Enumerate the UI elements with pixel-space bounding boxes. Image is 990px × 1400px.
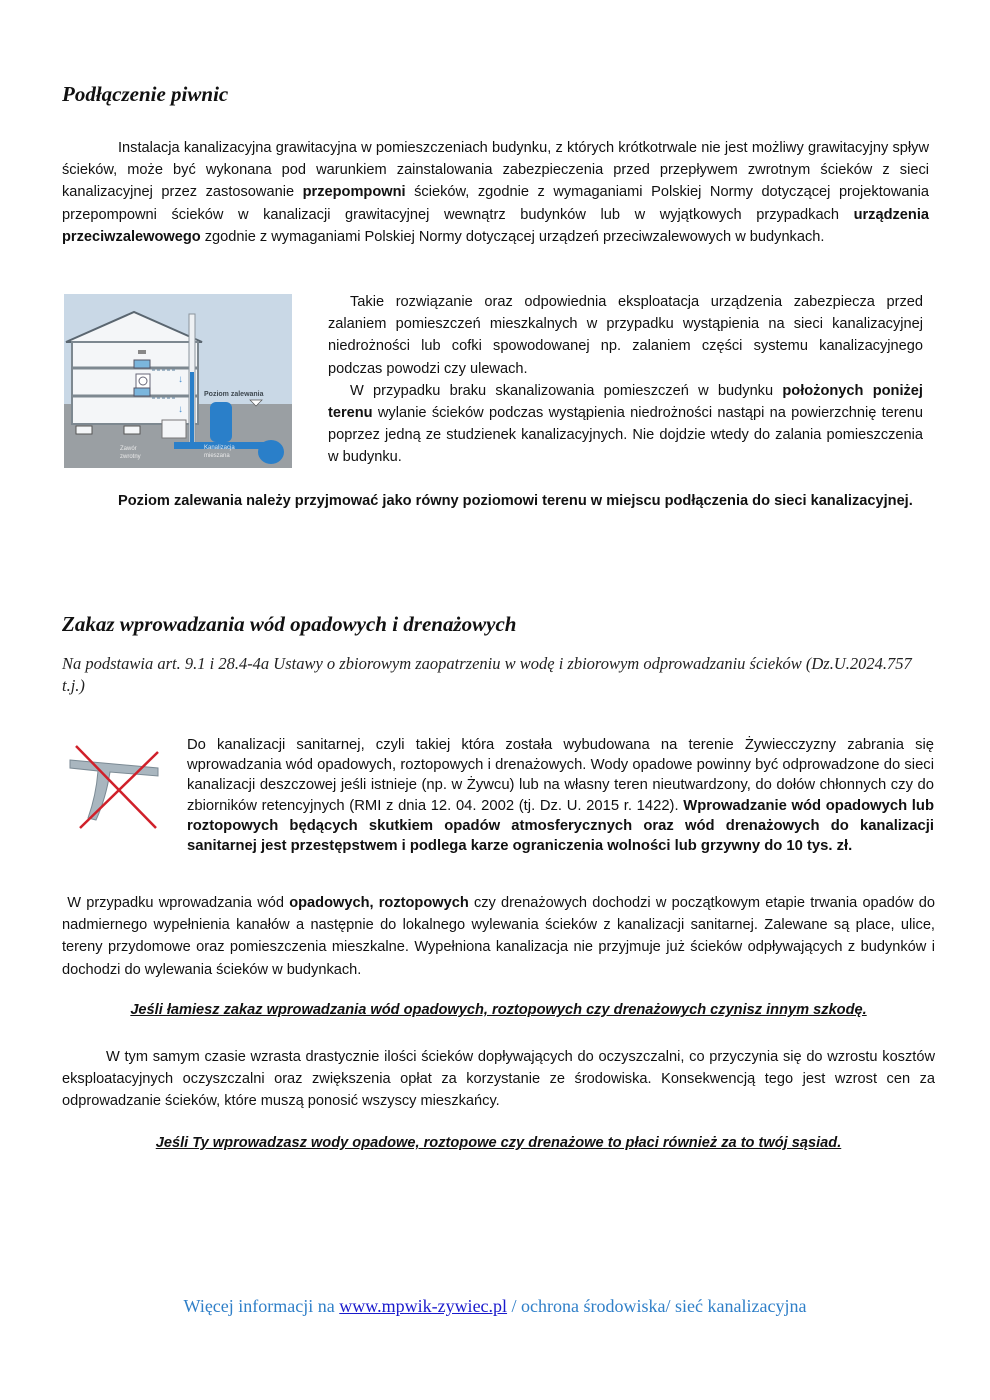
warning-neighbor-pays: Jeśli Ty wprowadzasz wody opadowe, roztopowe czy drenażowe to płaci również za to twój sąsiad. (155, 1135, 842, 1151)
section-title-basement-connection: Podłączenie piwnic (62, 82, 229, 106)
svg-text:Zawór: Zawór (120, 446, 137, 452)
crossed-gutter-icon (62, 738, 162, 830)
paragraph-flood-level: Poziom zalewania należy przyjmować jako równy poziomowi terenu w miejscu podłączenia do sieci kanalizacyjnej. (118, 493, 913, 509)
paragraph-consequences: W przypadku wprowadzania wód opadowych, roztopowych czy drenażowych dochodzi w początkowym etapie trwania opadów do nadmiernego wypełnienia kanałów a następnie do lokalnego wylewania ścieków z kanalizacji sanitarnej. Zalewane są place, ulice, tereny przydomowe oraz pomieszczenia mieszkalne. Wypełniona kanalizacja nie przyjmuje już ścieków odpływających z budynków i dochodzi do wylewania ścieków w budynkach. (62, 895, 936, 978)
paragraph-below-ground: W przypadku braku skanalizowania pomieszczeń w budynku położonych poniżej terenu wylanie ścieków podczas wystąpienia niedrożności nastąpi na powierzchnię terenu poprzez jedną ze studzienek kanalizacyjnych. Nie dojdzie wtedy do zalania pomieszczenia w budynku. (328, 382, 923, 466)
paragraph-protection: Takie rozwiązanie oraz odpowiednia eksploatacja urządzenia zabezpiecza przed zalaniem pomieszczeń mieszkalnych w przypadku wystąpienia na sieci kanalizacyjnej niedrożności lub cofki spowodowanej np. zalaniem części systemu kanalizacyjnego podczas powodzi czy ulewach. (328, 294, 923, 377)
paragraph-costs: W tym samym czasie wzrasta drastycznie ilości ścieków dopływających do oczyszczalni, co przyczynia się do wzrostu kosztów eksploatacyjnych oczyszczalni oraz zwiększenia opłat za korzystanie ze środowiska. Konsekwencją tego jest wzrost cen za odprowadzanie ścieków, które muszą ponosić wszyscy mieszkańcy. (62, 1049, 935, 1110)
svg-text:Kanalizacja: Kanalizacja (204, 445, 235, 451)
paragraph-sanitary-ban: Do kanalizacji sanitarnej, czyli takiej która została wybudowana na terenie Żywiecczyzny zabrania się wprowadzania wód opadowych, roztopowych i drenażowych. Wody opadowe powinny być odprowadzone do sieci kanalizacji deszczowej jeśli istnieje (np. w Żywcu) lub na własny teren nieutwardzony, do dołów chłonnych czy do zbiorników retencyjnych (RMI z dnia 12. 04. 2002 (tj. Dz. U. 2015 r. 1422). Wprowadzanie wód opadowych lub roztopowych będących skutkiem opadów atmosferycznych oraz wód drenażowych do kanalizacji sanitarnej jest przestępstwem i podlega karze ograniczenia wolności lub grzywny do 10 tys. zł. (187, 737, 934, 855)
footer-more-info: Więcej informacji na www.mpwik-zywiec.pl / ochrona środowiska/ sieć kanalizacyjna (183, 1296, 807, 1316)
law-reference: Na podstawia art. 9.1 i 28.4-4a Ustawy o zbiorowym zaopatrzeniu w wodę i zbiorowym odprowadzaniu ścieków (Dz.U.2024.757 t.j.) (62, 654, 912, 695)
website-link[interactable]: www.mpwik-zywiec.pl (339, 1296, 508, 1316)
warning-harm-others: Jeśli łamiesz zakaz wprowadzania wód opadowych, roztopowych czy drenażowych czynisz innym szkodę. (130, 1002, 867, 1018)
svg-text:mieszana: mieszana (204, 453, 230, 459)
paragraph-installation: Instalacja kanalizacyjna grawitacyjna w pomieszczeniach budynku, z których krótkotrwale nie jest możliwy grawitacyjny spływ ścieków, może być wykonana pod warunkiem zainstalowania zabezpieczenia przed przepływem zwrotnym ścieków z sieci kanalizacyjnej przez zastosowanie przepompowni ścieków, zgodnie z wymaganiami Polskiej Normy dotyczącej projektowania przepompowni ścieków w kanalizacji grawitacyjnej wewnątrz budynków lub w wyjątkowych przypadkach urządzenia przeciwzalewowego zgodnie z wymaganiami Polskiej Normy dotyczącej urządzeń przeciwzalewowych w budynkach. (62, 140, 929, 245)
svg-text:zwrotny: zwrotny (120, 454, 141, 460)
basement-flood-diagram (62, 292, 294, 470)
svg-text:Poziom zalewania: Poziom zalewania (204, 391, 264, 398)
svg-text:↓: ↓ (178, 374, 183, 385)
section-title-rainwater-ban: Zakaz wprowadzania wód opadowych i drenażowych (62, 612, 517, 636)
svg-text:↓: ↓ (178, 404, 183, 415)
figure-side-text (328, 291, 923, 469)
